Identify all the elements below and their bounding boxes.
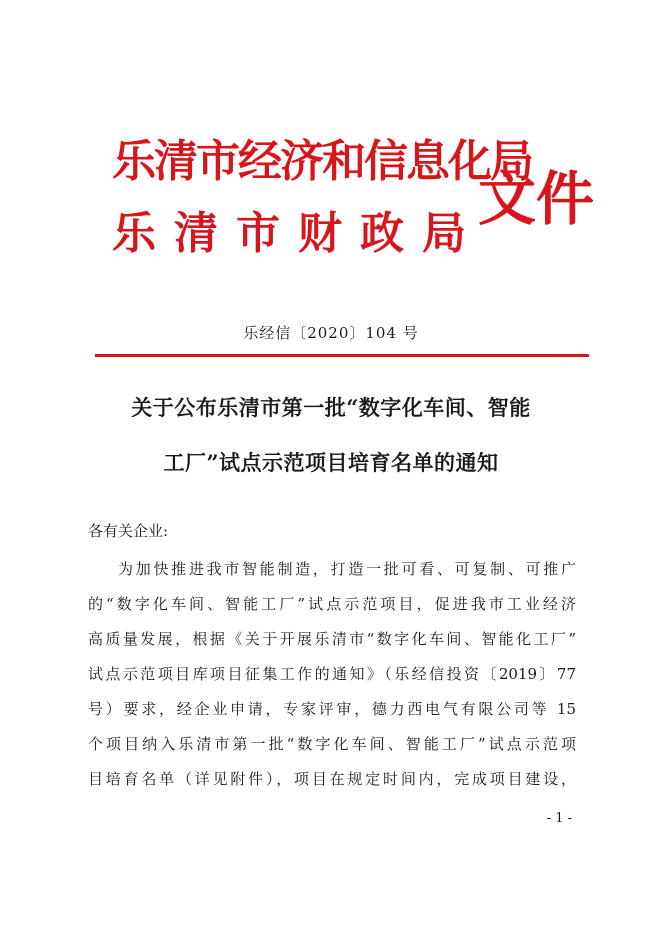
document-title-line-2: 工厂”试点示范项目培育名单的通知 (163, 450, 499, 475)
salutation: 各有关企业: (88, 522, 169, 540)
agency-name-line-1: 乐清市经济和信息化局 (112, 136, 532, 187)
document-type-label: 文件 (478, 165, 595, 233)
body-line: 个项目纳入乐清市第一批“数字化车间、智能工厂”试点示范项 (88, 735, 576, 753)
body-line: 为加快推进我市智能制造，打造一批可看、可复制、可推广 (118, 560, 576, 578)
document-title-line-1: 关于公布乐清市第一批“数字化车间、智能 (131, 395, 531, 420)
body-line: 高质量发展，根据《关于开展乐清市“数字化车间、智能化工厂” (88, 630, 576, 648)
body-line: 试点示范项目库项目征集工作的通知》（乐经信投资〔2019〕77 (88, 665, 576, 683)
document-number: 乐经信〔2020〕104 号 (243, 324, 419, 342)
red-divider (95, 354, 589, 357)
page-number: - 1 - (546, 811, 572, 826)
body-line: 号）要求，经企业申请，专家评审，德力西电气有限公司等 15 (88, 700, 576, 718)
body-line: 目培育名单（详见附件），项目在规定时间内，完成项目建设， (88, 770, 576, 788)
agency-name-line-2: 乐清市财政局 (112, 208, 484, 259)
body-line: 的“数字化车间、智能工厂”试点示范项目，促进我市工业经济 (88, 595, 576, 613)
